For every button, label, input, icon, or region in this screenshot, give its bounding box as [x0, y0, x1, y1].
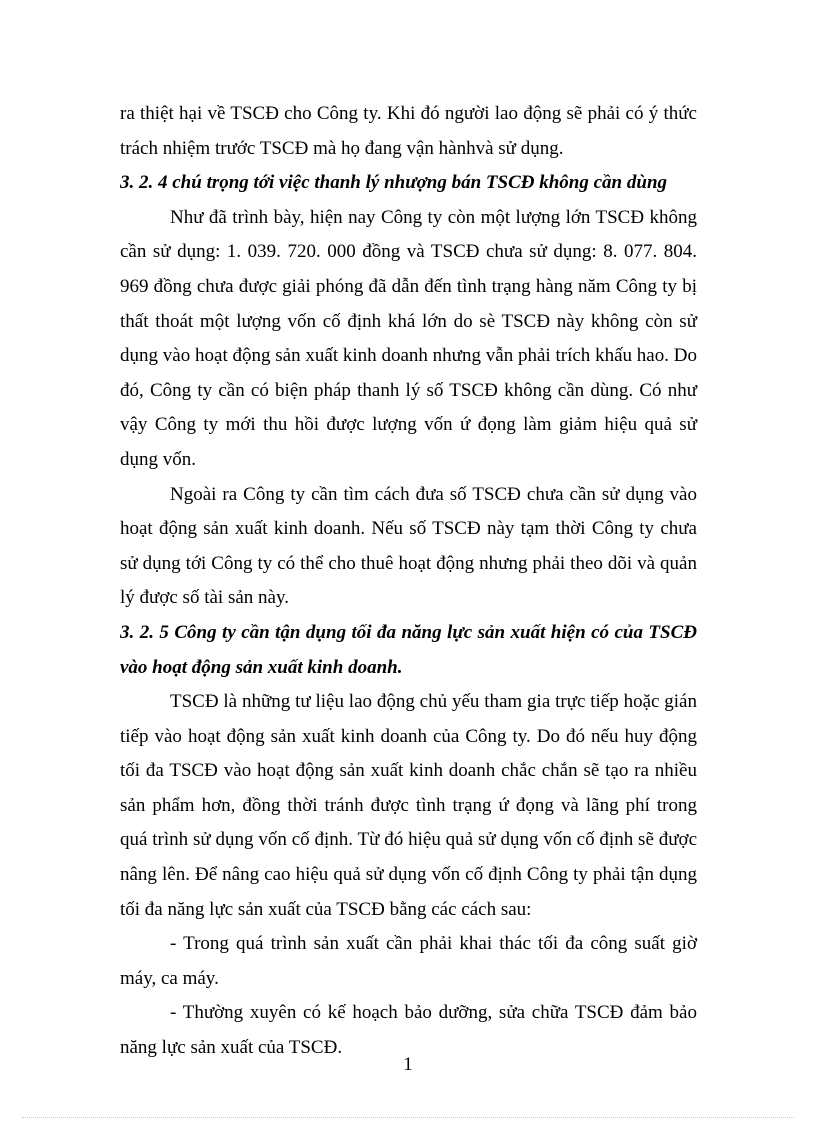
- page-number: 1: [403, 1054, 413, 1075]
- section-heading-3-2-5: 3. 2. 5 Công ty cần tận dụng tối đa năng lực sản xuất hiện có của TSCĐ vào hoạt động sản xuất kinh doanh.: [120, 621, 697, 678]
- paragraph-continuation: ra thiệt hại về TSCĐ cho Công ty. Khi đó người lao động sẽ phải có ý thức trách nhiệm trước TSCĐ mà họ đang vận hànhvà sử dụng.: [120, 103, 697, 159]
- page-bottom-divider: [22, 1117, 794, 1118]
- paragraph-lease-assets: Ngoài ra Công ty cần tìm cách đưa số TSCĐ chưa cần sử dụng vào hoạt động sản xuất kinh doanh. Nếu số TSCĐ này tạm thời Công ty chưa sử dụng tới Công ty có thể cho thuê hoạt động nhưng phải theo dõi và quản lý được số tài sản này.: [120, 483, 697, 609]
- section-heading-3-2-4: 3. 2. 4 chú trọng tới việc thanh lý nhượng bán TSCĐ không cần dùng: [120, 172, 668, 194]
- document-body: [120, 97, 697, 1066]
- bullet-maintenance: - Thường xuyên có kế hoạch bảo dưỡng, sửa chữa TSCĐ đảm bảo năng lực sản xuất của TSCĐ.: [120, 1002, 697, 1059]
- paragraph-capacity-usage: TSCĐ là những tư liệu lao động chủ yếu tham gia trực tiếp hoặc gián tiếp vào hoạt động sản xuất kinh doanh của Công ty. Do đó nếu huy động tối đa TSCĐ vào hoạt động sản xuất kinh doanh chắc chắn sẽ tạo ra nhiều sản phẩm hơn, đồng thời tránh được tình trạng ứ đọng và lãng phí trong quá trình sử dụng vốn cố định. Từ đó hiệu quả sử dụng vốn cố định sẽ được nâng lên. Để nâng cao hiệu quả sử dụng vốn cố định Công ty phải tận dụng tối đa năng lực sản xuất của TSCĐ bằng các cách sau:: [120, 691, 697, 920]
- paragraph-unused-assets: Như đã trình bày, hiện nay Công ty còn một lượng lớn TSCĐ không cần sử dụng: 1. 039. 720. 000 đồng và TSCĐ chưa sử dụng: 8. 077. 804. 969 đồng chưa được giải phóng đã dẫn đến tình trạng hàng năm Công ty bị thất thoát một lượng vốn cố định khá lớn do sè TSCĐ này không còn sử dụng vào hoạt động sản xuất kinh doanh nhưng vẫn phải trích khấu hao. Do đó, Công ty cần có biện pháp thanh lý số TSCĐ không cần dùng. Có như vậy Công ty mới thu hồi được lượng vốn ứ đọng làm giảm hiệu quả sử dụng vốn.: [120, 206, 697, 470]
- bullet-machine-hours: - Trong quá trình sản xuất cần phải khai thác tối đa công suất giờ máy, ca máy.: [120, 933, 697, 989]
